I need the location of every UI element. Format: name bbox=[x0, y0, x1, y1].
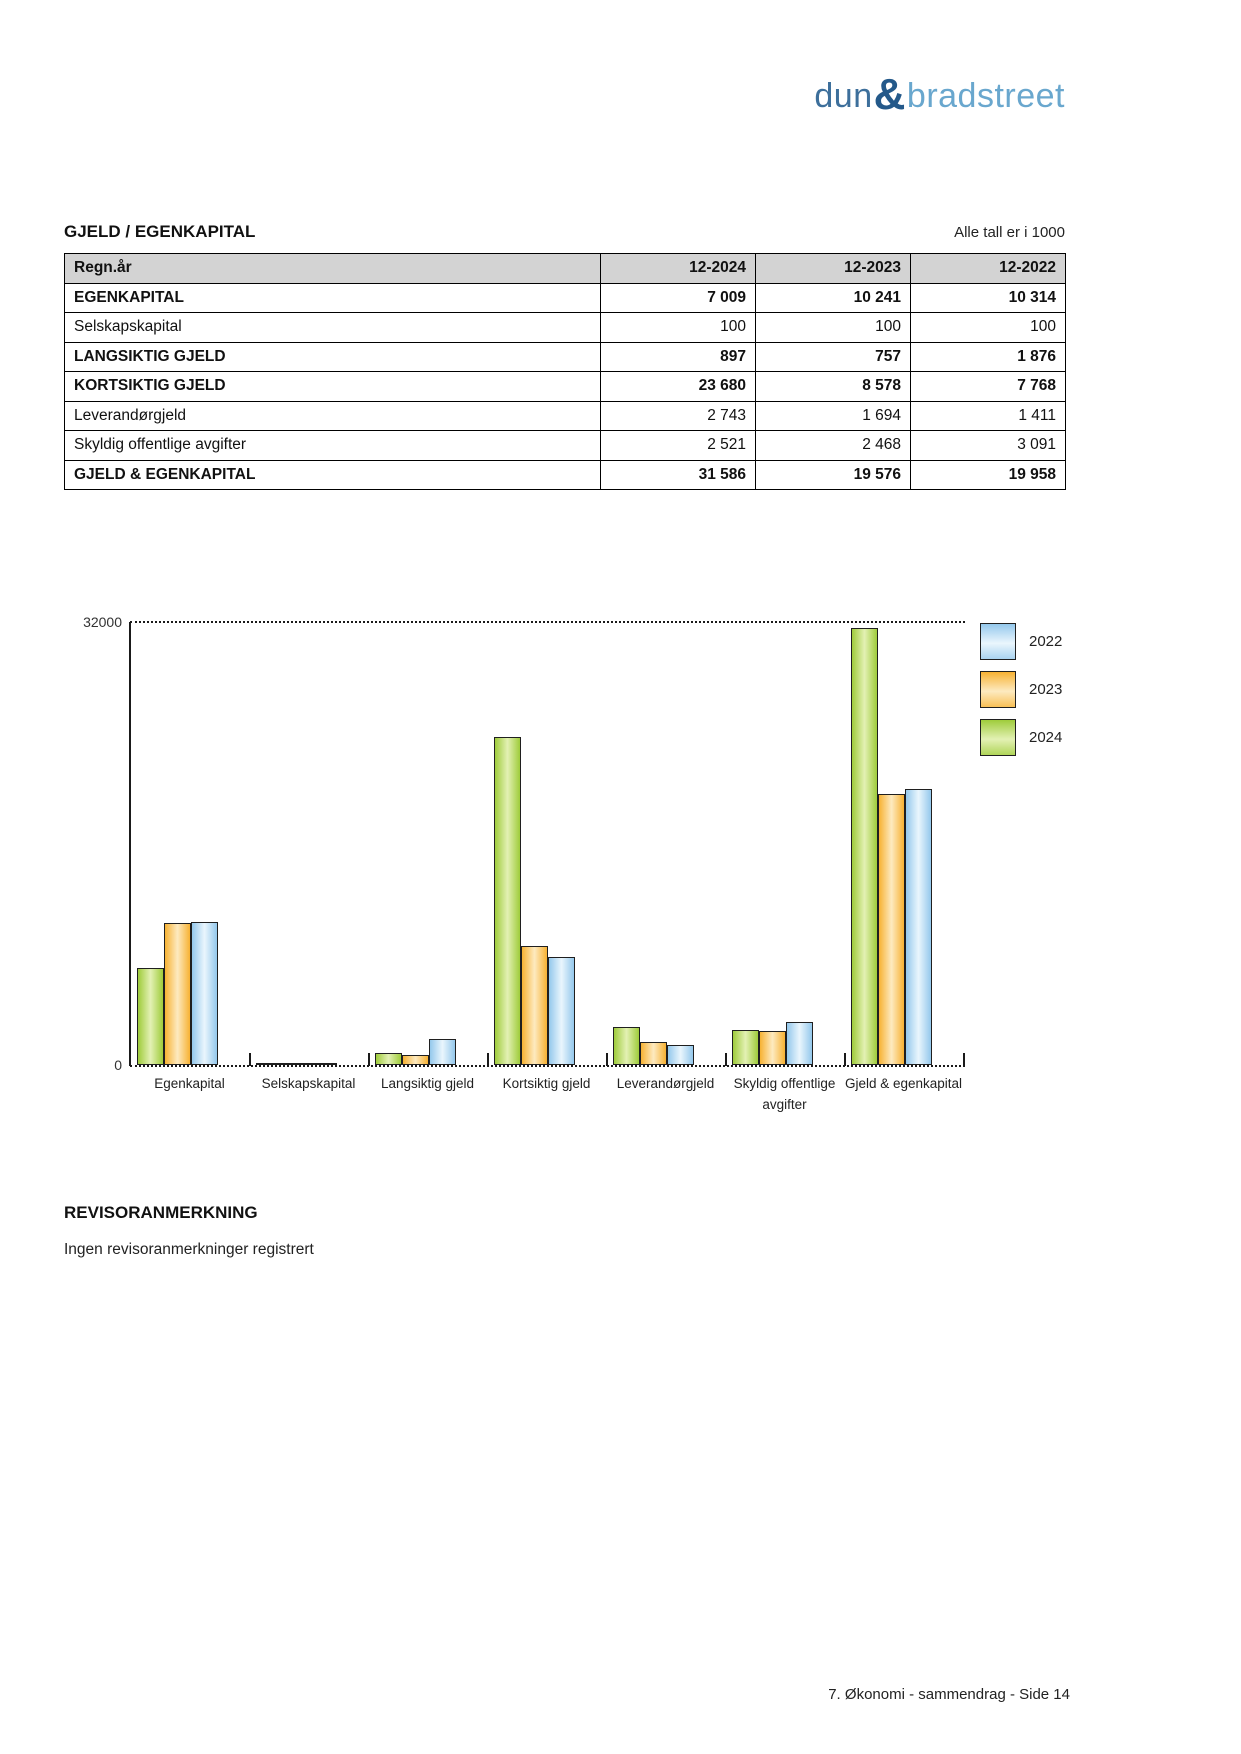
row-value: 2 521 bbox=[601, 431, 756, 461]
y-axis-zero-label: 0 bbox=[114, 1057, 122, 1073]
x-axis-tick bbox=[725, 1053, 727, 1066]
bar-2023 bbox=[521, 946, 548, 1065]
bar-2024 bbox=[256, 1063, 283, 1065]
table-row bbox=[65, 401, 1066, 431]
row-value: 1 694 bbox=[756, 401, 911, 431]
category-label: Langsiktig gjeld bbox=[380, 1076, 475, 1091]
table-row bbox=[65, 313, 1066, 343]
row-value: 19 576 bbox=[756, 460, 911, 490]
row-value: 10 314 bbox=[911, 283, 1066, 313]
row-value: 31 586 bbox=[601, 460, 756, 490]
row-value: 100 bbox=[911, 313, 1066, 343]
legend-swatch-2024 bbox=[980, 719, 1016, 756]
section-header bbox=[64, 222, 1065, 242]
row-value: 7 768 bbox=[911, 372, 1066, 402]
ampersand-icon: & bbox=[873, 70, 906, 119]
bar-2023 bbox=[878, 794, 905, 1065]
x-axis-tick bbox=[487, 1053, 489, 1066]
category-label: Kortsiktig gjeld bbox=[502, 1076, 591, 1091]
row-value: 100 bbox=[601, 313, 756, 343]
bar-2024 bbox=[851, 628, 878, 1065]
bar-2024 bbox=[732, 1030, 759, 1065]
dun-bradstreet-logo bbox=[814, 68, 1065, 118]
x-axis-tick bbox=[963, 1053, 965, 1066]
row-value: 897 bbox=[601, 342, 756, 372]
row-value: 2 468 bbox=[756, 431, 911, 461]
category-label: Egenkapital bbox=[154, 1076, 225, 1091]
table-header-row bbox=[65, 254, 1066, 284]
units-note: Alle tall er i 1000 bbox=[954, 224, 1065, 241]
row-label: Skyldig offentlige avgifter bbox=[65, 431, 601, 461]
bar-2023 bbox=[640, 1042, 667, 1065]
auditor-note-text: Ingen revisoranmerkninger registrert bbox=[64, 1241, 314, 1258]
row-label: EGENKAPITAL bbox=[65, 283, 601, 313]
bar-2023 bbox=[164, 923, 191, 1065]
row-label: Leverandørgjeld bbox=[65, 401, 601, 431]
row-value: 1 876 bbox=[911, 342, 1066, 372]
x-axis-tick bbox=[249, 1053, 251, 1066]
row-value: 8 578 bbox=[756, 372, 911, 402]
row-value: 2 743 bbox=[601, 401, 756, 431]
table-row bbox=[65, 431, 1066, 461]
bar-2023 bbox=[283, 1063, 310, 1065]
bar-2024 bbox=[137, 968, 164, 1065]
category-label: Leverandørgjeld bbox=[616, 1076, 715, 1091]
x-axis-tick bbox=[844, 1053, 846, 1066]
x-axis-tick bbox=[606, 1053, 608, 1066]
category-label: Skyldig offentlige avgifter bbox=[733, 1076, 836, 1112]
row-value: 1 411 bbox=[911, 401, 1066, 431]
bar-2024 bbox=[494, 737, 521, 1065]
bar-2022 bbox=[310, 1063, 337, 1065]
y-axis-max-label: 32000 bbox=[83, 614, 122, 630]
financial-table-body bbox=[65, 254, 1066, 490]
bar-2023 bbox=[402, 1055, 429, 1065]
bar-2022 bbox=[905, 789, 932, 1065]
table-row bbox=[65, 283, 1066, 313]
legend-swatch-2023 bbox=[980, 671, 1016, 708]
row-value: 7 009 bbox=[601, 283, 756, 313]
row-label: Selskapskapital bbox=[65, 313, 601, 343]
legend-label: 2022 bbox=[1029, 633, 1063, 650]
bar-2022 bbox=[667, 1045, 694, 1065]
section-title: GJELD / EGENKAPITAL bbox=[64, 222, 256, 241]
row-value: 23 680 bbox=[601, 372, 756, 402]
column-header: Regn.år bbox=[65, 254, 601, 284]
bar-2022 bbox=[786, 1022, 813, 1065]
row-label: LANGSIKTIG GJELD bbox=[65, 342, 601, 372]
bar-2024 bbox=[375, 1053, 402, 1065]
y-axis-line bbox=[129, 622, 131, 1066]
row-value: 100 bbox=[756, 313, 911, 343]
column-header: 12-2022 bbox=[911, 254, 1066, 284]
bar-2022 bbox=[429, 1039, 456, 1065]
top-dashed-gridline bbox=[130, 621, 965, 623]
row-value: 19 958 bbox=[911, 460, 1066, 490]
logo-text-dun: dun bbox=[814, 77, 873, 115]
logo-text-bradstreet: bradstreet bbox=[906, 77, 1065, 115]
bar-2022 bbox=[548, 957, 575, 1065]
row-label: GJELD & EGENKAPITAL bbox=[65, 460, 601, 490]
row-label: KORTSIKTIG GJELD bbox=[65, 372, 601, 402]
row-value: 10 241 bbox=[756, 283, 911, 313]
page-footer: 7. Økonomi - sammendrag - Side 14 bbox=[828, 1686, 1070, 1703]
legend-label: 2023 bbox=[1029, 681, 1063, 698]
table-row bbox=[65, 372, 1066, 402]
bar-2023 bbox=[759, 1031, 786, 1065]
column-header: 12-2024 bbox=[601, 254, 756, 284]
financial-table bbox=[64, 253, 1066, 490]
table-row bbox=[65, 342, 1066, 372]
x-axis-tick bbox=[368, 1053, 370, 1066]
row-value: 757 bbox=[756, 342, 911, 372]
row-value: 3 091 bbox=[911, 431, 1066, 461]
legend-swatch-2022 bbox=[980, 623, 1016, 660]
auditor-note-heading: REVISORANMERKNING bbox=[64, 1203, 258, 1222]
bar-2024 bbox=[613, 1027, 640, 1065]
category-label: Gjeld & egenkapital bbox=[844, 1076, 963, 1091]
legend-label: 2024 bbox=[1029, 729, 1063, 746]
bar-2022 bbox=[191, 922, 218, 1065]
category-label: Selskapskapital bbox=[261, 1076, 356, 1091]
column-header: 12-2023 bbox=[756, 254, 911, 284]
table-row bbox=[65, 460, 1066, 490]
